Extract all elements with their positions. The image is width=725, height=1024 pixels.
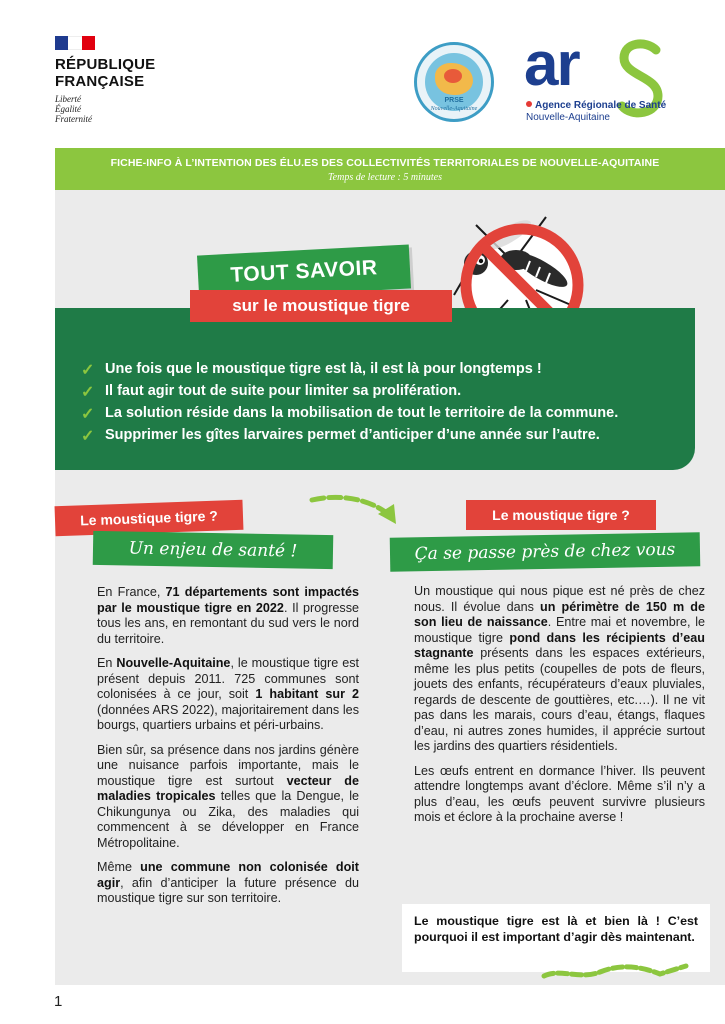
rf-motto xyxy=(55,94,155,124)
scribble-decoration-icon xyxy=(540,958,690,984)
paragraph xyxy=(97,860,359,907)
text-run: , le moustique tigre est présent depuis 2011. 725 communes sont colonisées à ce jour, soit xyxy=(97,656,360,701)
key-point xyxy=(81,358,618,380)
text-run: . Il progresse tous les ans, en remontant du sud vers le nord du territoire. xyxy=(97,600,359,646)
rf-motto-fraternite: Fraternité xyxy=(55,114,92,124)
info-band xyxy=(55,148,725,190)
key-points-box xyxy=(55,308,695,470)
key-point-text: Il faut agir tout de suite pour limiter sa prolifération. xyxy=(105,383,462,399)
section-heading-right: Ça se passe près de chez vous xyxy=(390,532,701,571)
key-point xyxy=(81,424,618,446)
check-icon: ✓ xyxy=(81,406,95,423)
check-icon: ✓ xyxy=(81,428,95,445)
text-emphasis: 1 habitant sur 2 xyxy=(255,687,359,701)
reading-time: Temps de lecture : 5 minutes xyxy=(328,172,442,183)
curved-arrow-icon xyxy=(308,492,412,536)
prse-logo-sub: Nouvelle-Aquitaine xyxy=(430,106,478,112)
check-icon: ✓ xyxy=(81,362,95,379)
ars-logo xyxy=(524,30,674,124)
paragraph: Les œufs entrent en dormance l’hiver. Ils peuvent attendre longtemps avant d’éclore. Même s’il n’y a plus d’eau, les œufs peuvent survivre plusieurs mois et éclore à la prochaine averse ! xyxy=(414,763,705,824)
callout-box: Le moustique tigre est là et bien là ! C’est pourquoi il est important d’agir dès maintenant. xyxy=(402,904,710,972)
text-run: , afin d’anticiper la future présence du moustique tigre sur son territoire. xyxy=(97,875,359,905)
text-run: En France, xyxy=(97,585,166,599)
text-run: . Entre mai et novembre, le moustique tigre xyxy=(414,615,705,645)
key-point-text: La solution réside dans la mobilisation de tout le territoire de la commune. xyxy=(105,405,619,421)
text-run: Même xyxy=(97,860,141,874)
prse-logo xyxy=(414,42,494,122)
paragraph xyxy=(97,743,359,852)
republique-francaise-logo xyxy=(55,36,155,124)
rf-title-line2: FRANÇAISE xyxy=(55,73,145,90)
ars-dot-icon xyxy=(526,101,532,107)
title-banner-sub xyxy=(190,290,452,322)
text-run: telles que la Dengue, le Chikungunya ou Zika, des maladies qui commencent à se développer en France Métropolitaine. xyxy=(97,789,359,850)
prse-map-accent xyxy=(444,69,462,83)
right-column xyxy=(414,584,705,835)
ars-agency-text: Agence Régionale de Santé xyxy=(535,100,667,111)
key-point xyxy=(81,380,618,402)
text-emphasis: Nouvelle-Aquitaine xyxy=(116,656,231,670)
section-tag-right: Le moustique tigre ? xyxy=(466,500,656,530)
page-number: 1 xyxy=(54,993,63,1010)
check-icon: ✓ xyxy=(81,384,95,401)
ars-region: Nouvelle-Aquitaine xyxy=(526,112,610,123)
rf-title-line1: RÉPUBLIQUE xyxy=(55,56,156,73)
section-tag-left: Le moustique tigre ? xyxy=(55,500,244,537)
text-emphasis: une commune non colonisée doit agir xyxy=(97,860,359,890)
rf-motto-egalite: Égalité xyxy=(55,104,81,114)
text-emphasis: 71 départements sont impactés par le moustique tigre en 2022 xyxy=(97,585,359,615)
key-point-text: Supprimer les gîtes larvaires permet d’anticiper d’une année sur l’autre. xyxy=(105,427,600,443)
text-run: Un moustique qui nous pique est né près de chez nous. Il évolue dans xyxy=(414,584,705,614)
key-point-text: Une fois que le moustique tigre est là, il est là pour longtemps ! xyxy=(105,361,542,377)
text-emphasis: un périmètre de 150 m de son lieu de naissance xyxy=(414,599,705,629)
left-column xyxy=(97,585,359,916)
prse-logo-text: PRSE xyxy=(444,97,464,104)
text-run: (données ARS 2022), majoritairement dans les bourgs, quartiers urbains et péri-urbains. xyxy=(97,702,359,732)
ars-agency-name xyxy=(526,100,666,112)
text-emphasis: vecteur de maladies tropicales xyxy=(97,773,359,803)
ars-logo-letters: ar xyxy=(524,30,579,99)
rf-motto-liberte: Liberté xyxy=(55,94,81,104)
text-run: En xyxy=(97,656,117,670)
key-point xyxy=(81,402,618,424)
key-points-list xyxy=(81,358,618,446)
title-main: TOUT SAVOIR xyxy=(229,256,379,287)
section-heading-left: Un enjeu de santé ! xyxy=(93,531,334,569)
text-run: Bien sûr, sa présence dans nos jardins génère une nuisance parfois importante, mais le moustique tigre est surtout xyxy=(97,742,359,788)
paragraph xyxy=(97,656,359,734)
text-run: présents dans les espaces extérieurs, même les plus petits (coupelles de pots de fleurs, jouets des enfants, récupérateurs d’eaux pluviales, regards de descente de gouttières, etc.…). Il ne vit pas dans les marais, cours d’eau, étangs, flaques d’eau, ni autres zones humides, il apprécie surtout les jardins des quartiers résidentiels. xyxy=(414,646,705,753)
paragraph xyxy=(97,585,359,647)
paragraph xyxy=(414,584,705,755)
french-flag-icon xyxy=(55,36,95,50)
info-band-title: FICHE-INFO À L’INTENTION DES ÉLU.ES DES COLLECTIVITÉS TERRITORIALES DE NOUVELLE-AQUITAINE xyxy=(110,157,660,169)
title-sub: sur le moustique tigre xyxy=(232,296,410,315)
text-emphasis: pond dans les récipients d’eau stagnante xyxy=(414,630,705,660)
